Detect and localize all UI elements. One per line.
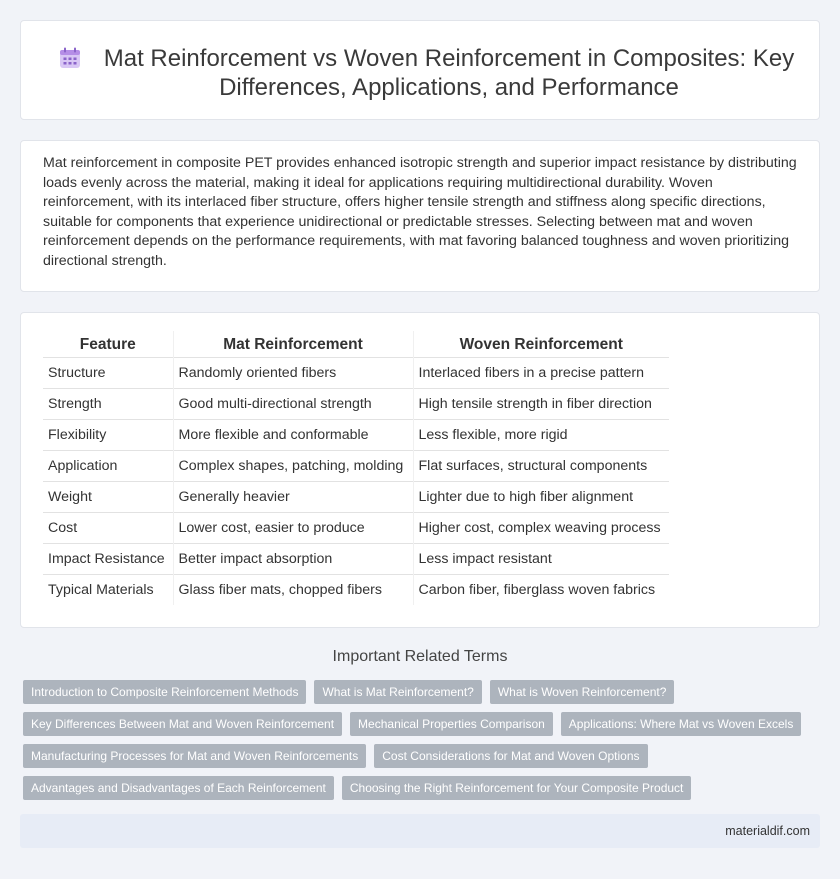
table-cell: Glass fiber mats, chopped fibers [173, 574, 413, 605]
table-cell: Randomly oriented fibers [173, 357, 413, 388]
page-title: Mat Reinforcement vs Woven Reinforcement in Composites: Key Differences, Applications, and Performance [103, 45, 795, 101]
table-cell: Generally heavier [173, 481, 413, 512]
table-cell: More flexible and conformable [173, 419, 413, 450]
related-term-tag[interactable]: Applications: Where Mat vs Woven Excels [561, 712, 802, 736]
related-term-tag[interactable]: Cost Considerations for Mat and Woven Options [374, 744, 647, 768]
footer-site-link[interactable]: materialdif.com [725, 824, 810, 838]
tag-row [23, 680, 803, 704]
table-cell: Lighter due to high fiber alignment [413, 481, 669, 512]
related-term-tag[interactable]: What is Woven Reinforcement? [490, 680, 675, 704]
table-row [43, 357, 669, 388]
table-header-row [43, 331, 669, 357]
table-cell: Cost [43, 512, 173, 543]
related-term-tag[interactable]: Key Differences Between Mat and Woven Reinforcement [23, 712, 342, 736]
table-row [43, 574, 669, 605]
calendar-grid-icon [59, 47, 81, 69]
comparison-card [20, 312, 820, 628]
column-header-feature: Feature [79, 335, 136, 353]
tag-row [23, 712, 803, 736]
table-cell: Complex shapes, patching, molding [173, 450, 413, 481]
table-row [43, 388, 669, 419]
table-cell: High tensile strength in fiber direction [413, 388, 669, 419]
table-cell: Typical Materials [43, 574, 173, 605]
table-cell: Better impact absorption [173, 543, 413, 574]
table-row [43, 543, 669, 574]
table-cell: Strength [43, 388, 173, 419]
table-cell: Weight [43, 481, 173, 512]
table-cell: Less flexible, more rigid [413, 419, 669, 450]
table-cell: Application [43, 450, 173, 481]
intro-card [20, 140, 820, 292]
table-cell: Carbon fiber, fiberglass woven fabrics [413, 574, 669, 605]
title-card [20, 20, 820, 120]
table-cell: Higher cost, complex weaving process [413, 512, 669, 543]
related-terms-heading: Important Related Terms [332, 648, 508, 665]
table-cell: Interlaced fibers in a precise pattern [413, 357, 669, 388]
tag-row [23, 744, 803, 768]
related-term-tag[interactable]: Advantages and Disadvantages of Each Reinforcement [23, 776, 334, 800]
tag-row [23, 776, 803, 800]
related-term-tag[interactable]: Choosing the Right Reinforcement for Your Composite Product [342, 776, 692, 800]
table-cell: Good multi-directional strength [173, 388, 413, 419]
intro-paragraph: Mat reinforcement in composite PET provides enhanced isotropic strength and superior impact resistance by distributing loads evenly across the material, making it ideal for applications requiring multidirectional durability. Woven reinforcement, with its interlaced fiber structure, offers higher tensile strength and stiffness along specific directions, suitable for components that experience unidirectional or predictable stresses. Selecting between mat and woven reinforcement depends on the performance requirements, with mat favoring balanced toughness and woven prioritizing directional strength. [43, 155, 797, 269]
column-header-mat: Mat Reinforcement [173, 331, 413, 357]
comparison-table [43, 331, 669, 605]
footer [20, 814, 820, 848]
related-term-tag[interactable]: Manufacturing Processes for Mat and Woven Reinforcements [23, 744, 366, 768]
related-terms-list [23, 680, 803, 808]
related-term-tag[interactable]: Introduction to Composite Reinforcement Methods [23, 680, 306, 704]
table-cell: Flat surfaces, structural components [413, 450, 669, 481]
table-cell: Less impact resistant [413, 543, 669, 574]
table-cell: Flexibility [43, 419, 173, 450]
related-term-tag[interactable]: What is Mat Reinforcement? [314, 680, 481, 704]
table-cell: Impact Resistance [43, 543, 173, 574]
table-row [43, 481, 669, 512]
table-row [43, 419, 669, 450]
table-row [43, 450, 669, 481]
table-cell: Lower cost, easier to produce [173, 512, 413, 543]
related-term-tag[interactable]: Mechanical Properties Comparison [350, 712, 553, 736]
table-cell: Structure [43, 357, 173, 388]
table-row [43, 512, 669, 543]
column-header-woven: Woven Reinforcement [413, 331, 669, 357]
